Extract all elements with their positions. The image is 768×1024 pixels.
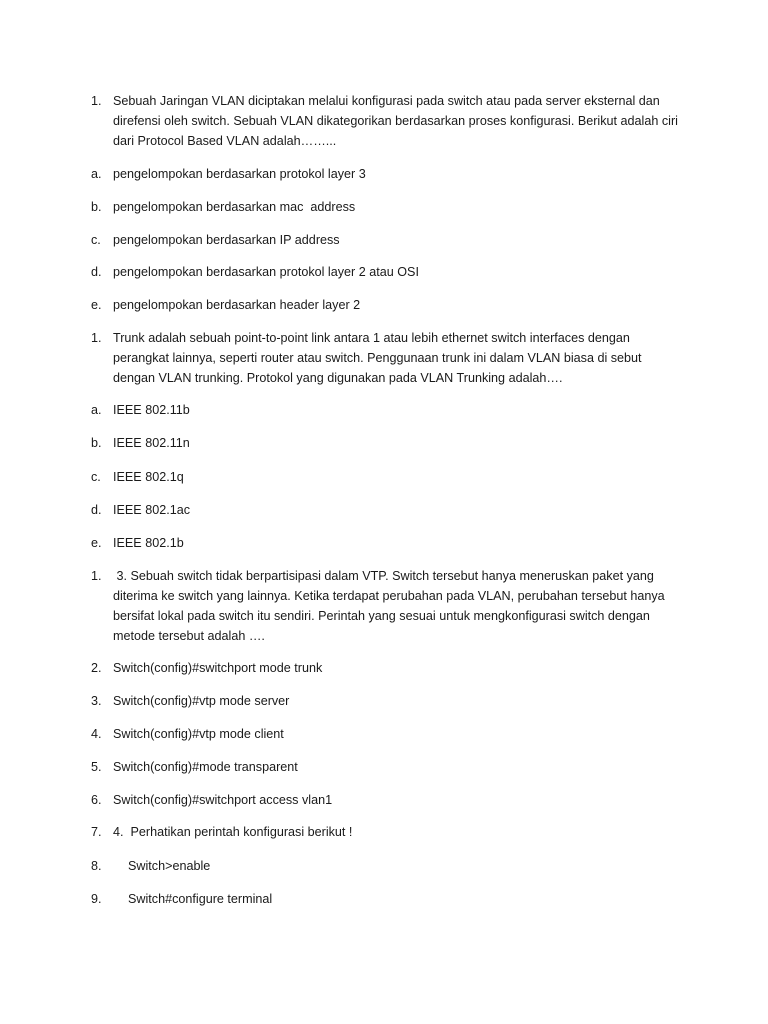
option-d (91, 500, 681, 520)
option-e (91, 295, 681, 315)
list-item-text: 4. Perhatikan perintah konfigurasi berikut ! (113, 825, 353, 839)
option-text: IEEE 802.11b (113, 403, 190, 417)
list-item (91, 822, 681, 842)
list-marker: e. (91, 536, 102, 550)
list-item-text: Switch(config)#vtp mode server (113, 694, 290, 708)
question-2 (91, 328, 681, 388)
option-text: IEEE 802.11n (113, 436, 190, 450)
option-text: IEEE 802.1q (113, 470, 184, 484)
list-marker: 3. (91, 694, 102, 708)
list-item (91, 889, 681, 909)
list-marker: 9. (91, 892, 102, 906)
option-text: pengelompokan berdasarkan IP address (113, 233, 340, 247)
list-marker: 6. (91, 793, 102, 807)
list-item (91, 658, 681, 678)
list-item (91, 724, 681, 744)
list-item (91, 856, 681, 876)
list-marker: 8. (91, 859, 102, 873)
list-marker: 4. (91, 727, 102, 741)
option-text: IEEE 802.1ac (113, 503, 191, 517)
option-text: IEEE 802.1b (113, 536, 184, 550)
list-item-text: Switch(config)#vtp mode client (113, 727, 284, 741)
list-marker: c. (91, 470, 101, 484)
list-marker: d. (91, 265, 102, 279)
list-marker: 7. (91, 825, 102, 839)
list-item (91, 691, 681, 711)
question-text: Trunk adalah sebuah point-to-point link antara 1 atau lebih ethernet switch interfaces dengan perangkat lainnya, seperti router atau switch. Penggunaan trunk ini dalam VLAN biasa di sebut dengan VLAN trunking. Protokol yang digunakan pada VLAN Trunking adalah…. (113, 331, 646, 385)
option-text: pengelompokan berdasarkan protokol layer 3 (113, 167, 366, 181)
list-item (91, 790, 681, 810)
list-marker: 2. (91, 661, 102, 675)
list-item-text: Switch(config)#switchport access vlan1 (113, 793, 333, 807)
option-c (91, 467, 681, 487)
list-marker: e. (91, 298, 102, 312)
list-marker: c. (91, 233, 101, 247)
question-1 (91, 91, 681, 151)
option-d (91, 262, 681, 282)
question-3 (91, 566, 681, 646)
list-marker: d. (91, 503, 102, 517)
list-marker: b. (91, 436, 102, 450)
list-item-text: Switch(config)#switchport mode trunk (113, 661, 323, 675)
option-b (91, 433, 681, 453)
list-item-text: Switch#configure terminal (128, 892, 273, 906)
list-marker: a. (91, 167, 102, 181)
list-marker: a. (91, 403, 102, 417)
option-e (91, 533, 681, 553)
list-marker: 1. (91, 94, 102, 108)
option-b (91, 197, 681, 217)
list-marker: b. (91, 200, 102, 214)
list-item (91, 757, 681, 777)
list-marker: 1. (91, 569, 102, 583)
option-c (91, 230, 681, 250)
option-a (91, 400, 681, 420)
question-text: Sebuah Jaringan VLAN diciptakan melalui konfigurasi pada switch atau pada server eksternal dan direfensi oleh switch. Sebuah VLAN dikategorikan berdasarkan proses konfigurasi. Berikut adalah ciri dari Protocol Based VLAN adalah……... (113, 94, 682, 148)
list-item-text: Switch>enable (128, 859, 211, 873)
question-text: 3. Sebuah switch tidak berpartisipasi dalam VTP. Switch tersebut hanya meneruskan paket yang diterima ke switch yang lainnya. Ketika terdapat perubahan pada VLAN, perubahan tersebut hanya bersifat lokal pada switch itu sendiri. Perintah yang sesuai untuk mengkonfigurasi switch dengan metode tersebut adalah …. (113, 569, 669, 643)
list-marker: 5. (91, 760, 102, 774)
option-text: pengelompokan berdasarkan mac address (113, 200, 356, 214)
option-text: pengelompokan berdasarkan header layer 2 (113, 298, 361, 312)
option-text: pengelompokan berdasarkan protokol layer 2 atau OSI (113, 265, 419, 279)
list-item-text: Switch(config)#mode transparent (113, 760, 298, 774)
list-marker: 1. (91, 331, 102, 345)
option-a (91, 164, 681, 184)
